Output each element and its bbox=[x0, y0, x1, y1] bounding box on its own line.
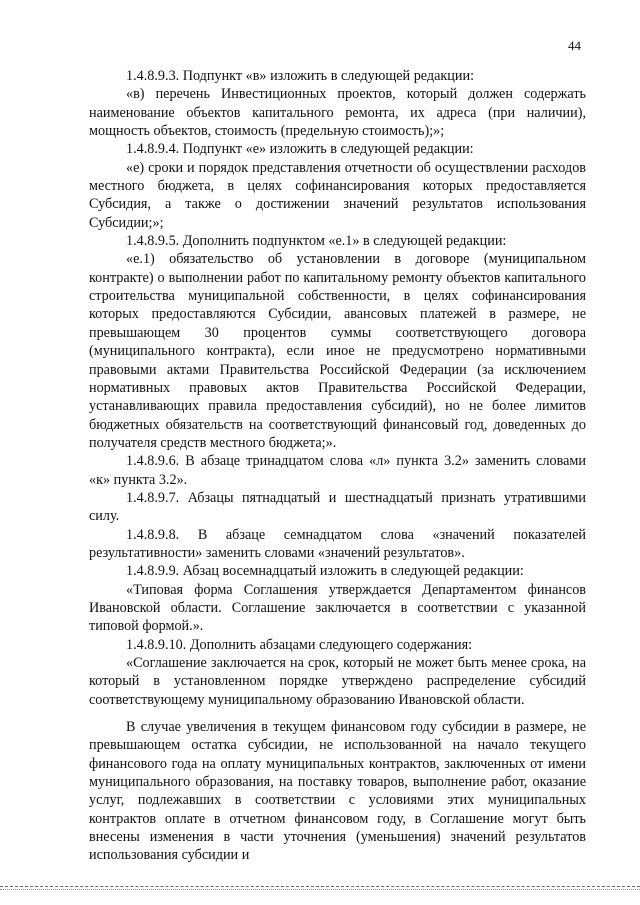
paragraph-subitem-e: «е) сроки и порядок представления отчетности об осуществлении расходов местного бюджета, в целях софинансирования которых предоставляется Субсидия, а также о достижении значений результатов использования Субсидии;»; bbox=[89, 159, 586, 231]
paragraph-1-4-8-9-9: 1.4.8.9.9. Абзац восемнадцатый изложить в следующей редакции: bbox=[126, 563, 524, 580]
paragraph-1-4-8-9-8: 1.4.8.9.8. В абзаце семнадцатом слова «значений показателей результативности» заменить словами «значений результатов». bbox=[89, 526, 586, 561]
bottom-scan-edge bbox=[0, 886, 640, 887]
paragraph-1-4-8-9-5: 1.4.8.9.5. Дополнить подпунктом «е.1» в следующей редакции: bbox=[126, 233, 507, 250]
paragraph-1-4-8-9-4: 1.4.8.9.4. Подпункт «е» изложить в следующей редакции: bbox=[126, 141, 474, 158]
paragraph-1-4-8-9-10: 1.4.8.9.10. Дополнить абзацами следующего содержания: bbox=[126, 636, 473, 653]
paragraph-typical-form: «Типовая форма Соглашения утверждается Департаментом финансов Ивановской области. Соглашение заключается в соответствии с указанной типовой формой.». bbox=[89, 581, 586, 635]
bottom-scan-edge-secondary bbox=[0, 889, 640, 890]
paragraph-subitem-e1: «е.1) обязательство об установлении в договоре (муниципальном контракте) о выполнении работ по капитальному ремонту объектов капитального строительства муниципальной собственности, в целях софинансирования которых предоставляются Субсидии, авансовых платежей в размере, не превышающем 30 процентов суммы соответствующего договора (муниципального контракта), если иное не предусмотрено нормативными правовыми актами Правительства Российской Федерации (за исключением нормативных правовых актов Правительства Российской Федерации, устанавливающих правила предоставления субсидий), но не более лимитов бюджетных обязательств на соответствующий финансовый год, доведенных до получателя средств местного бюджета;». bbox=[89, 251, 586, 451]
paragraph-subsidy-increase: В случае увеличения в текущем финансовом году субсидии в размере, не превышающем остатка субсидии, не использованной на начало текущего финансового года на оплату муниципальных контрактов, заключенных от имени муниципального образования, на поставку товаров, выполнение работ, оказание услуг, подлежавших в соответствии с условиями этих муниципальных контрактов оплате в отчетном финансовом году, в Соглашение могут быть внесены изменения в части уточнения (уменьшения) значений результатов использования субсидии и bbox=[89, 719, 586, 864]
document-body bbox=[89, 67, 586, 865]
page-number: 44 bbox=[568, 38, 581, 53]
paragraph-1-4-8-9-3: 1.4.8.9.3. Подпункт «в» изложить в следующей редакции: bbox=[126, 68, 475, 84]
paragraph-1-4-8-9-6: 1.4.8.9.6. В абзаце тринадцатом слова «л» пункта 3.2» заменить словами «к» пункта 3.2». bbox=[89, 453, 586, 488]
paragraph-1-4-8-9-7: 1.4.8.9.7. Абзацы пятнадцатый и шестнадцатый признать утратившими силу. bbox=[89, 489, 586, 525]
paragraph-subitem-v: «в) перечень Инвестиционных проектов, который должен содержать наименование объектов капитального ремонта, их адреса (при наличии), мощность объектов, стоимость (предельную стоимость);»; bbox=[89, 86, 586, 140]
paragraph-agreement-term: «Соглашение заключается на срок, который не может быть менее срока, на который в установленном порядке утверждено распределение субсидий соответствующему муниципальному образованию Ивановской области. bbox=[89, 655, 586, 708]
